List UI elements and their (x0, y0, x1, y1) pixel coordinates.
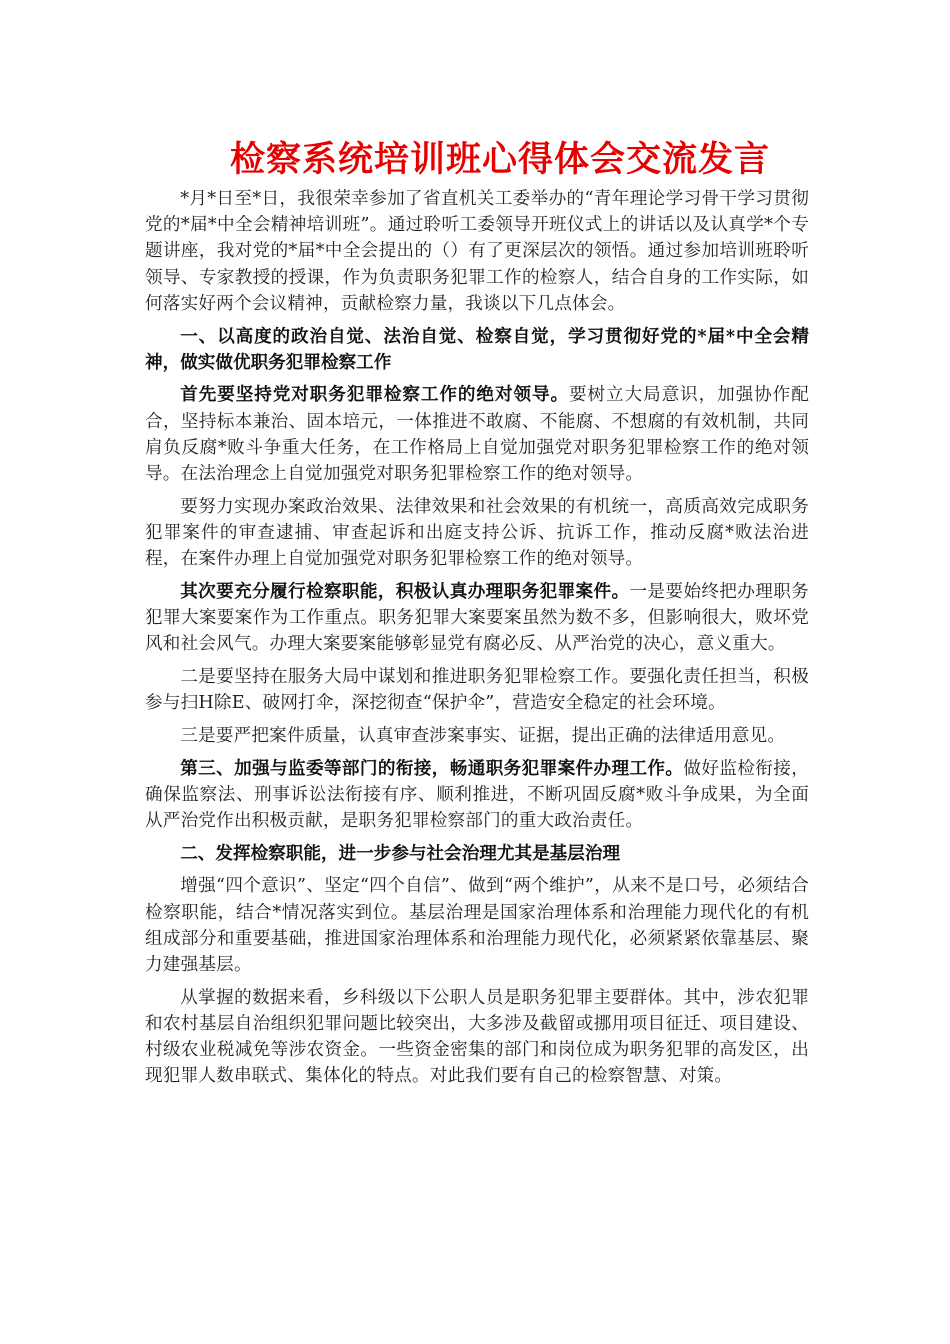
intro-paragraph: *月*日至*日，我很荣幸参加了省直机关工委举办的“青年理论学习骨干学习贯彻党的*届*中全会精神培训班”。通过聆听工委领导开班仪式上的讲话以及认真学*个专题讲座，我对党的*届*中全会提出的（）有了更深层次的领悟。通过参加培训班聆听领导、专家教授的授课，作为负责职务犯罪工作的检察人，结合自身的工作实际，如何落实好两个会议精神，贡献检察力量，我谈以下几点体会。 (145, 189, 809, 314)
section-1-paragraph-6 (145, 756, 809, 835)
paragraph-lead: 首先要坚持党对职务犯罪检察工作的绝对领导。 (180, 384, 570, 406)
paragraph-text: 做好监检衔接，确保监察法、刑事诉讼法衔接有序、顺利推进，不断巩固反腐*败斗争成果，为全面从严治党作出积极贡献，是职务犯罪检察部门的重大政治责任。 (145, 758, 809, 831)
section-2-paragraph-2: 从掌握的数据来看，乡科级以下公职人员是职务犯罪主要群体。其中，涉农犯罪和农村基层自治组织犯罪问题比较突出，大多涉及截留或挪用项目征迁、项目建设、村级农业税减免等涉农资金。一些资金密集的部门和岗位成为职务犯罪的高发区，出现犯罪人数串联式、集体化的特点。对此我们要有自己的检察智慧、对策。 (145, 987, 809, 1087)
paragraph-text: 一是要始终把办理职务犯罪大案要案作为工作重点。职务犯罪大案要案虽然为数不多，但影响很大，败坏党风和社会风气。办理大案要案能够彰显党有腐必反、从严治党的决心，意义重大。 (145, 581, 809, 655)
section-1-paragraph-1 (145, 382, 809, 487)
section-2-paragraph-1: 增强“四个意识”、坚定“四个自信”、做到“两个维护”，从来不是口号，必须结合检察职能，结合*情况落实到位。基层治理是国家治理体系和治理能力现代化的有机组成部分和重要基础，推进国家治理体系和治理能力现代化，必须紧紧依靠基层、聚力建强基层。 (145, 876, 809, 975)
paragraph-text: 要树立大局意识，加强协作配合，坚持标本兼治、固本培元，一体推进不敢腐、不能腐、不想腐的有效机制，共同肩负反腐*败斗争重大任务，在工作格局上自觉加强党对职务犯罪检察工作的绝对领导。在法治理念上自觉加强党对职务犯罪检察工作的绝对领导。 (145, 385, 809, 485)
document-title: 检察系统培训班心得体会交流发言 (229, 139, 770, 180)
section-1-paragraph-4: 二是要坚持在服务大局中谋划和推进职务犯罪检察工作。要强化责任担当，积极参与扫H除E、破网打伞，深挖彻查“保护伞”，营造安全稳定的社会环境。 (145, 666, 809, 714)
section-1-paragraph-2: 要努力实现办案政治效果、法律效果和社会效果的有机统一，高质高效完成职务犯罪案件的审查逮捕、审查起诉和出庭支持公诉、抗诉工作，推动反腐*败法治进程，在案件办理上自觉加强党对职务犯罪检察工作的绝对领导。 (145, 496, 809, 570)
paragraph-lead: 其次要充分履行检察职能，积极认真办理职务犯罪案件。 (180, 580, 630, 602)
section-1-paragraph-3 (145, 579, 809, 658)
section-1-heading: 一、以高度的政治自觉、法治自觉、检察自觉，学习贯彻好党的*届*中全会精神，做实做优职务犯罪检察工作 (145, 325, 809, 373)
section-1-paragraph-5: 三是要严把案件质量，认真审查涉案事实、证据，提出正确的法律适用意见。 (180, 725, 786, 746)
section-2-heading: 二、发挥检察职能，进一步参与社会治理尤其是基层治理 (180, 842, 621, 864)
paragraph-lead: 第三、加强与监委等部门的衔接，畅通职务犯罪案件办理工作。 (180, 757, 684, 779)
document-body (145, 186, 809, 1096)
